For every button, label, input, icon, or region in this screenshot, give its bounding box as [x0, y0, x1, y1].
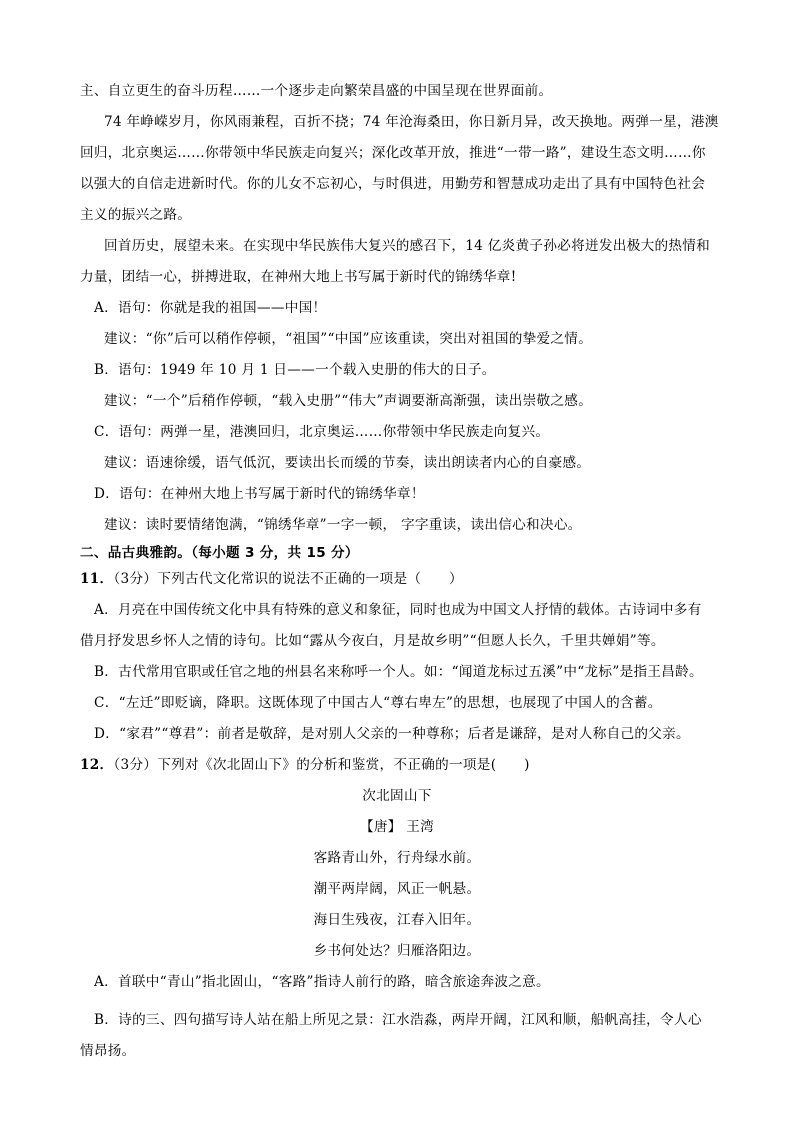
passage-line-2: 74 年峥嵘岁月，你风雨兼程，百折不挠；74 年沧海桑田，你日新月异，改天换地。两弹一星，港澳 [104, 114, 719, 130]
option-b-sentence: B．语句：1949 年 10 月 1 日——一个载入史册的伟大的日子。 [94, 362, 496, 378]
option-a-suggestion: 建议：“你”后可以稍作停顿，“祖国”“中国”应该重读，突出对祖国的挚爱之情。 [104, 331, 593, 347]
poem-line-1: 客路青山外，行舟绿水前。 [313, 850, 481, 866]
passage-line-1: 主、自立更生的奋斗历程……一个逐步走向繁荣昌盛的中国呈现在世界面前。 [80, 83, 553, 99]
poem-title: 次北固山下 [362, 788, 432, 804]
q11-option-c: C．“左迁”即贬谪，降职。这既体现了中国古人“尊右卑左”的思想，也展现了中国人的含蓄。 [94, 695, 662, 711]
question-11 [80, 569, 463, 589]
option-b-suggestion: 建议：“一个”后稍作停顿，“载入史册”“伟大”声调要渐高渐强，读出崇敬之感。 [104, 393, 593, 409]
option-c-suggestion: 建议：语速徐缓，语气低沉，要读出长而缓的节奏，读出朗读者内心的自豪感。 [104, 455, 591, 471]
q12-option-b-line-2: 情昂扬。 [80, 1043, 136, 1059]
passage-line-6: 回首历史，展望未来。在实现中华民族伟大复兴的感召下，14 亿炎黄子孙必将迸发出极大的热情和 [104, 238, 711, 254]
question-12-number: 12． [80, 757, 114, 773]
q11-option-b: B．古代常用官职或任官之地的州县名来称呼一个人。如：“闻道龙标过五溪”中“龙标”是指王昌龄。 [94, 664, 703, 680]
poem-line-2: 潮平两岸阔，风正一帆悬。 [313, 881, 481, 897]
poem-line-4: 乡书何处达？归雁洛阳边。 [313, 943, 481, 959]
option-c-sentence: C．语句：两弹一星，港澳回归，北京奥运……你带领中华民族走向复兴。 [94, 424, 550, 440]
q11-option-a-line-2: 借月抒发思乡怀人之情的诗句。比如“露从今夜白，月是故乡明”“但愿人长久，千里共婵娟”等。 [80, 633, 665, 649]
section-heading: 二、品古典雅韵。（每小题 3 分，共 15 分） [80, 545, 359, 561]
poem-line-3: 海日生残夜，江春入旧年。 [313, 912, 481, 928]
option-d-suggestion: 建议：读时要情绪饱满，“锦绣华章”一字一顿， 字字重读，读出信心和决心。 [104, 517, 582, 533]
passage-line-3: 回归，北京奥运……你带领中华民族走向复兴；深化改革开放，推进“一带一路”，建设生态文明……你 [80, 145, 706, 161]
q11-option-d: D．“家君”“尊君”：前者是敬辞，是对别人父亲的一种尊称；后者是谦辞，是对人称自己的父亲。 [94, 726, 690, 742]
option-a-sentence: A．语句：你就是我的祖国——中国！ [94, 300, 327, 316]
passage-line-4: 以强大的自信走进新时代。你的儿女不忘初心，与时俱进，用勤劳和智慧成功走出了具有中国特色社会 [80, 176, 706, 192]
question-11-number: 11． [80, 571, 114, 587]
passage-line-7: 力量，团结一心，拼搏进取，在神州大地上书写属于新时代的锦绣华章! [80, 269, 517, 285]
question-11-text: （3分）下列古代文化常识的说法不正确的一项是（ ） [113, 571, 463, 587]
q12-option-b-line-1: B．诗的三、四句描写诗人站在船上所见之景：江水浩淼，两岸开阔，江风和顺，船帆高挂，令人心 [94, 1012, 702, 1028]
passage-line-5: 主义的振兴之路。 [80, 207, 192, 223]
question-12 [80, 755, 530, 775]
poem-author: 【唐】 王湾 [359, 819, 435, 835]
option-d-sentence: D．语句：在神州大地上书写属于新时代的锦绣华章！ [94, 486, 425, 502]
q12-option-a: A．首联中“青山”指北固山，“客路”指诗人前行的路，暗含旅途奔波之意。 [94, 974, 550, 990]
question-12-text: （3分）下列对《次北固山下》的分析和鉴赏，不正确的一项是( ) [113, 757, 530, 773]
q11-option-a-line-1: A．月亮在中国传统文化中具有特殊的意义和象征，同时也成为中国文人抒情的载体。古诗词中多有 [94, 602, 702, 618]
